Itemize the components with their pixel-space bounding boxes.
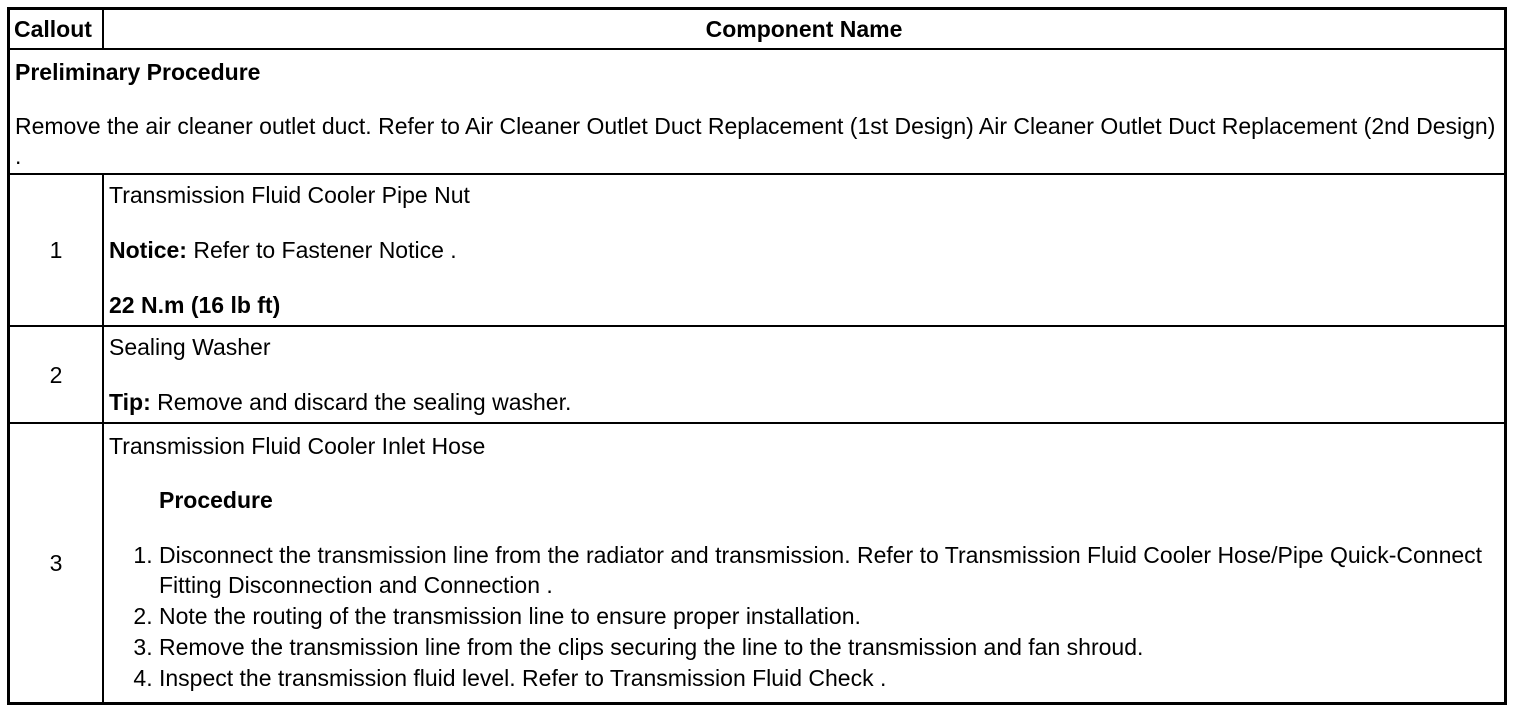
tip-label: Tip:: [109, 389, 151, 415]
table-row: [9, 326, 1506, 423]
callout-number: 2: [9, 326, 104, 423]
step-text: 4. Inspect the transmission fluid level. Refer to Transmission Fluid Check .: [159, 664, 887, 691]
component-cell: [103, 326, 1506, 423]
procedure-table: [7, 7, 1507, 705]
table-row: [9, 423, 1506, 703]
component-cell: [103, 174, 1506, 326]
list-item: [159, 539, 1499, 600]
preliminary-cell: [9, 49, 1506, 174]
notice-text: Refer to Fastener Notice .: [186, 237, 457, 263]
notice-line: [109, 235, 1499, 265]
list-item: [159, 631, 1499, 662]
tip-text: Remove and discard the sealing washer.: [150, 389, 572, 415]
component-name: Transmission Fluid Cooler Inlet Hose: [109, 432, 486, 459]
list-item: [159, 662, 1499, 693]
step-text: 3. Remove the transmission line from the clips securing the line to the transmission and fan shroud.: [159, 633, 1144, 660]
tip-line: [109, 387, 1499, 417]
component-cell: [103, 423, 1506, 703]
callout-column-header: Callout: [9, 9, 104, 50]
list-item: [159, 600, 1499, 631]
component-name: Sealing Washer: [109, 334, 271, 360]
procedure-title: Procedure: [159, 486, 273, 513]
table-row: [9, 174, 1506, 326]
notice-label: Notice:: [109, 237, 187, 263]
header-row: [9, 9, 1506, 50]
torque-spec: 22 N.m (16 lb ft): [109, 292, 281, 318]
component-name: Transmission Fluid Cooler Pipe Nut: [109, 182, 470, 208]
step-text: 2. Note the routing of the transmission line to ensure proper installation.: [159, 602, 861, 629]
procedure-steps: [109, 539, 1499, 693]
preliminary-row: [9, 49, 1506, 174]
preliminary-text: Remove the air cleaner outlet duct. Refer to Air Cleaner Outlet Duct Replacement (1st Design) Air Cleaner Outlet Duct Replacement (2nd Design) .: [15, 113, 1496, 169]
callout-number: 1: [9, 174, 104, 326]
callout-number: 3: [9, 423, 104, 703]
step-text: 1. Disconnect the transmission line from the radiator and transmission. Refer to Transmission Fluid Cooler Hose/Pipe Quick-Connect Fitting Disconnection and Connection .: [159, 541, 1483, 598]
preliminary-title: Preliminary Procedure: [15, 59, 261, 85]
component-name-column-header: Component Name: [103, 9, 1506, 50]
